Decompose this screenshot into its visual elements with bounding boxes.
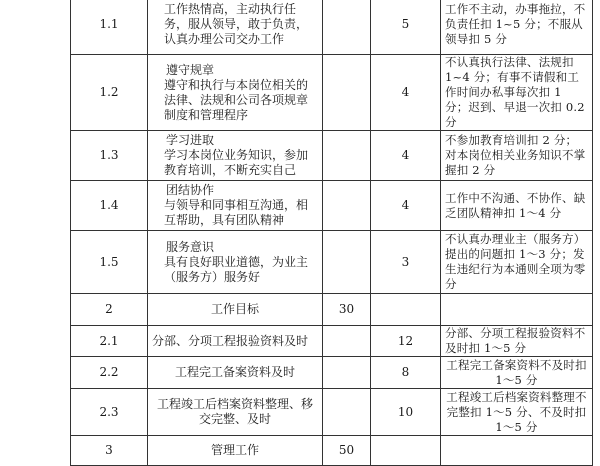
item-description: 工程完工备案资料及时 — [174, 365, 295, 379]
item-score: 5 — [371, 0, 441, 55]
item-number: 1.3 — [71, 131, 148, 181]
item-rule: 不认真办理业主（服务方）提出的问题扣 1～3 分；发生违纪行为本通则全项为零分 — [441, 231, 593, 294]
item-description: 遵守和执行与本岗位相关的法律、法规和公司各项规章制度和管理程序 — [164, 77, 309, 122]
table-row — [71, 55, 593, 131]
table-row — [71, 357, 593, 389]
item-content — [148, 131, 323, 181]
item-rule: 工程竣工后档案资料整理不完整扣 1～5 分、不及时扣 1～5 分 — [441, 389, 593, 436]
item-description: 学习本岗位业务知识，参加教育培训，不断充实自己 — [164, 148, 309, 177]
item-number: 1.1 — [71, 0, 148, 55]
table-row — [71, 231, 593, 294]
table-row — [71, 326, 593, 357]
item-description: 与领导和同事相互沟通，相互帮助，具有团队精神 — [164, 198, 309, 227]
item-description: 工程竣工后档案资料整理、移交完整、及时 — [156, 397, 313, 426]
item-number: 1.4 — [71, 181, 148, 231]
item-number: 2 — [71, 294, 148, 326]
item-description: 具有良好职业道德，为业主（服务方）服务好 — [164, 254, 309, 284]
section-title: 管理工作 — [210, 443, 259, 457]
section-title: 工作目标 — [210, 302, 259, 316]
item-score: 4 — [371, 131, 441, 181]
item-score: 8 — [371, 357, 441, 389]
item-content — [148, 0, 323, 55]
item-rule: 工程完工备案资料不及时扣 1～5 分 — [441, 357, 593, 389]
item-description: 工作热情高，主动执行任务，服从领导，敢于负责，认真办理公司交办工作 — [164, 2, 309, 46]
item-rule: 不认真执行法律、法规扣 1~4 分；有事不请假和工作时间办私事每次扣 1 分；迟到、早退一次扣 0.2 分 — [441, 55, 593, 131]
table-row — [71, 294, 593, 326]
item-total — [323, 55, 371, 131]
item-total — [323, 326, 371, 357]
item-content — [148, 231, 323, 294]
item-number: 1.5 — [71, 231, 148, 294]
item-score: 10 — [371, 389, 441, 436]
item-rule — [441, 436, 593, 466]
item-content — [148, 436, 323, 466]
item-total: 30 — [323, 294, 371, 326]
item-content — [148, 326, 323, 357]
item-title: 学习进取 — [166, 133, 215, 147]
item-title: 服务意识 — [166, 239, 215, 254]
item-score — [371, 436, 441, 466]
item-number: 1.2 — [71, 55, 148, 131]
item-rule: 分部、分项工程报验资料不及时扣 1～5 分 — [441, 326, 593, 357]
assessment-table — [70, 0, 593, 466]
table-row — [71, 436, 593, 466]
item-score: 4 — [371, 181, 441, 231]
item-total — [323, 357, 371, 389]
table-row — [71, 389, 593, 436]
item-total — [323, 231, 371, 294]
item-content — [148, 181, 323, 231]
item-total — [323, 0, 371, 55]
item-total — [323, 131, 371, 181]
table-row — [71, 131, 593, 181]
item-content — [148, 55, 323, 131]
item-content — [148, 294, 323, 326]
item-rule: 工作不主动，办事拖拉，不负责任扣 1~5 分；不服从领导扣 5 分 — [441, 0, 593, 55]
item-number: 2.1 — [71, 326, 148, 357]
item-total — [323, 389, 371, 436]
item-title: 团结协作 — [166, 183, 215, 197]
item-total — [323, 181, 371, 231]
item-number: 2.2 — [71, 357, 148, 389]
item-content — [148, 389, 323, 436]
item-number: 2.3 — [71, 389, 148, 436]
item-title: 遵守规章 — [166, 62, 215, 77]
table-row — [71, 0, 593, 55]
item-rule: 工作中不沟通、不协作、缺乏团队精神扣 1～4 分 — [441, 181, 593, 231]
item-number: 3 — [71, 436, 148, 466]
item-rule — [441, 294, 593, 326]
item-total: 50 — [323, 436, 371, 466]
item-score: 3 — [371, 231, 441, 294]
item-content — [148, 357, 323, 389]
item-score: 12 — [371, 326, 441, 357]
table-row — [71, 181, 593, 231]
item-score — [371, 294, 441, 326]
item-description: 分部、分项工程报验资料及时 — [152, 333, 309, 348]
item-rule: 不参加教育培训扣 2 分；对本岗位相关业务知识不掌握扣 2 分 — [441, 131, 593, 181]
item-score: 4 — [371, 55, 441, 131]
